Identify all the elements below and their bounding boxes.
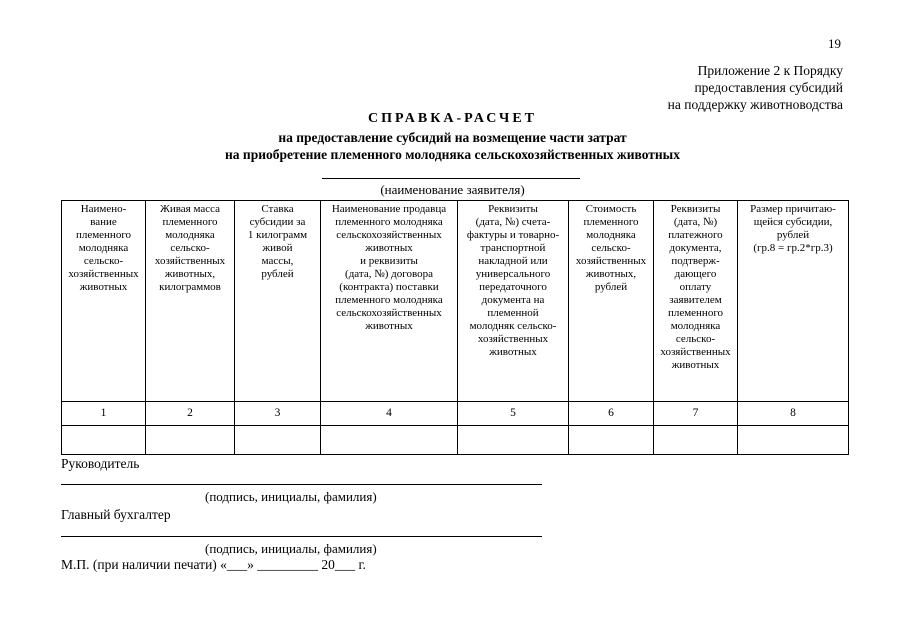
empty-cell[interactable] [654, 426, 738, 455]
column-number: 1 [62, 402, 146, 426]
calculation-table [61, 200, 849, 455]
empty-cell[interactable] [235, 426, 321, 455]
appendix-line-2: предоставления субсидий [694, 80, 843, 95]
subtitle-line-2: на приобретение племенного молодняка сельскохозяйственных животных [225, 147, 680, 162]
empty-cell[interactable] [321, 426, 458, 455]
empty-cell[interactable] [62, 426, 146, 455]
accountant-signature-caption: (подпись, инициалы, фамилия) [205, 541, 377, 556]
table-header-row [62, 201, 849, 402]
document-subtitle [0, 129, 905, 163]
page-number: 19 [828, 36, 841, 51]
column-number: 7 [654, 402, 738, 426]
empty-cell[interactable] [569, 426, 654, 455]
head-label: Руководитель [61, 456, 140, 471]
head-signature-line[interactable] [61, 484, 542, 485]
column-number: 2 [146, 402, 235, 426]
empty-cell[interactable] [738, 426, 849, 455]
header-cell-6: Стоимость племенного молодняка сельско- хозяйственных животных, рублей [569, 201, 654, 402]
column-number: 4 [321, 402, 458, 426]
header-cell-3: Ставка субсидии за 1 килограмм живой массы, рублей [235, 201, 321, 402]
appendix-line-1: Приложение 2 к Порядку [697, 63, 843, 78]
table-row [62, 426, 849, 455]
column-number: 5 [458, 402, 569, 426]
header-cell-5: Реквизиты (дата, №) счета- фактуры и товарно- транспортной накладной или универсального передаточного документа на племенной молодняк сельско- хозяйственных животных [458, 201, 569, 402]
subtitle-line-1: на предоставление субсидий на возмещение части затрат [278, 130, 627, 145]
head-signature-caption: (подпись, инициалы, фамилия) [205, 489, 377, 504]
accountant-label: Главный бухгалтер [61, 507, 171, 522]
header-cell-8: Размер причитаю- щейся субсидии, рублей (гр.8 = гр.2*гр.3) [738, 201, 849, 402]
accountant-signature-line[interactable] [61, 536, 542, 537]
header-cell-1: Наимено- вание племенного молодняка сельско- хозяйственных животных [62, 201, 146, 402]
column-number: 6 [569, 402, 654, 426]
document-title: СПРАВКА-РАСЧЕТ [367, 111, 538, 126]
empty-cell[interactable] [458, 426, 569, 455]
header-cell-7: Реквизиты (дата, №) платежного документа, подтверж- дающего оплату заявителем племенного молодняка сельско- хозяйственных животных [654, 201, 738, 402]
appendix-reference [668, 62, 843, 113]
column-number-row [62, 402, 849, 426]
column-number: 8 [738, 402, 849, 426]
stamp-date-line: М.П. (при наличии печати) «___» _________ 20___ г. [61, 557, 366, 572]
column-number: 3 [235, 402, 321, 426]
appendix-line-3: на поддержку животноводства [667, 97, 843, 112]
applicant-name-line[interactable] [322, 178, 580, 179]
empty-cell[interactable] [146, 426, 235, 455]
header-cell-4: Наименование продавца племенного молодняка сельскохозяйственных животных и реквизиты (дата, №) договора (контракта) поставки племенного молодняка сельскохозяйственных животных [321, 201, 458, 402]
applicant-caption: (наименование заявителя) [380, 182, 525, 197]
header-cell-2: Живая масса племенного молодняка сельско- хозяйственных животных, килограммов [146, 201, 235, 402]
